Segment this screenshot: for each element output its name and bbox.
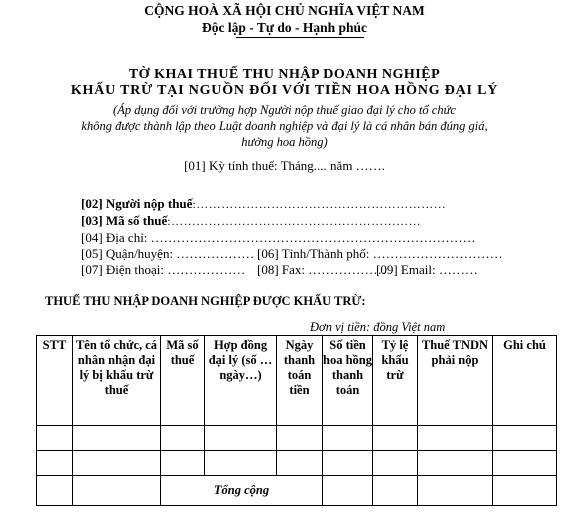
tax-code-label: [03] Mã số thuế — [81, 213, 168, 228]
table-cell[interactable] — [373, 451, 418, 476]
col-header-tax-code: Mã số thuế — [161, 336, 205, 426]
table-row — [37, 451, 557, 476]
table-cell — [373, 476, 418, 506]
tax-code-dots: :…………………………………………………… — [167, 214, 422, 228]
table-cell[interactable] — [493, 426, 557, 451]
fax-field[interactable]: [08] Fax: ……………… — [257, 262, 387, 277]
table-cell[interactable] — [73, 426, 161, 451]
district-field[interactable]: [05] Quận/huyện: ……………… — [81, 246, 255, 261]
col-header-agent-name: Tên tổ chức, cá nhân nhận đại lý bị khấu trừ thuế — [73, 336, 161, 426]
form-title-line2: KHẤU TRỪ TẠI NGUỒN ĐỐI VỚI TIỀN HOA HỒNG ĐẠI LÝ — [70, 83, 499, 98]
motto-underline — [236, 37, 364, 38]
col-header-commission-amount: Số tiền hoa hồng thanh toán — [323, 336, 373, 426]
table-total-row — [37, 476, 557, 506]
table-cell[interactable] — [277, 451, 323, 476]
table-header-row — [37, 336, 557, 426]
col-header-withholding-rate: Tỷ lệ khấu trừ — [373, 336, 418, 426]
withholding-table — [36, 335, 557, 506]
table-cell[interactable] — [205, 426, 277, 451]
total-tax-cell[interactable] — [418, 476, 493, 506]
col-header-notes: Ghi chú — [493, 336, 557, 426]
table-cell[interactable] — [277, 426, 323, 451]
table-cell[interactable] — [323, 426, 373, 451]
country-heading: CỘNG HOÀ XÃ HỘI CHỦ NGHĨA VIỆT NAM — [144, 3, 425, 18]
form-note-line3: hưởng hoa hồng) — [241, 135, 328, 149]
table-cell[interactable] — [161, 451, 205, 476]
table-cell[interactable] — [161, 426, 205, 451]
tax-period-field[interactable]: [01] Kỳ tính thuế: Tháng.... năm ……. — [184, 158, 385, 173]
col-header-cit-payable: Thuế TNDN phải nộp — [418, 336, 493, 426]
taxpayer-label: [02] Người nộp thuế — [81, 196, 193, 211]
form-title-line1: TỜ KHAI THUẾ THU NHẬP DOANH NGHIỆP — [128, 67, 441, 82]
tax-code-field[interactable] — [81, 213, 421, 229]
province-field[interactable]: [06] Tỉnh/Thành phố: ………………………… — [257, 246, 503, 261]
table-row — [37, 426, 557, 451]
table-cell[interactable] — [73, 451, 161, 476]
taxpayer-field[interactable] — [81, 196, 446, 212]
motto: Độc lập - Tự do - Hạnh phúc — [201, 20, 368, 35]
table-cell[interactable] — [493, 451, 557, 476]
table-cell[interactable] — [37, 451, 73, 476]
section-title: THUẾ THU NHẬP DOANH NGHIỆP ĐƯỢC KHẤU TRỪ: — [45, 294, 366, 308]
table-cell[interactable] — [418, 451, 493, 476]
table-cell[interactable] — [37, 426, 73, 451]
table-cell[interactable] — [205, 451, 277, 476]
table-cell — [73, 476, 161, 506]
total-commission-cell[interactable] — [323, 476, 373, 506]
table-cell — [493, 476, 557, 506]
form-note-line1: (Áp dụng đối với trường hợp Người nộp thuế giao đại lý cho tổ chức — [113, 103, 456, 117]
phone-field[interactable]: [07] Điện thoại: ……………… — [81, 262, 246, 277]
table-cell[interactable] — [418, 426, 493, 451]
table-cell[interactable] — [323, 451, 373, 476]
col-header-payment-date: Ngày thanh toán tiền — [277, 336, 323, 426]
form-note-line2: không được thành lập theo Luật doanh nghiệp và đại lý là cá nhân bán đúng giá, — [81, 119, 488, 133]
email-field[interactable]: [09] Email: ……… — [376, 262, 478, 277]
col-header-stt: STT — [37, 336, 73, 426]
total-label: Tổng cộng — [161, 476, 323, 506]
taxpayer-dots: :…………………………………………………… — [192, 197, 447, 211]
table-cell — [37, 476, 73, 506]
currency-unit: Đơn vị tiền: đồng Việt nam — [310, 320, 446, 334]
table-cell[interactable] — [373, 426, 418, 451]
address-field[interactable]: [04] Địa chỉ: ………………………………………………………………… — [81, 230, 476, 245]
col-header-contract: Hợp đồng đại lý (số … ngày…) — [205, 336, 277, 426]
